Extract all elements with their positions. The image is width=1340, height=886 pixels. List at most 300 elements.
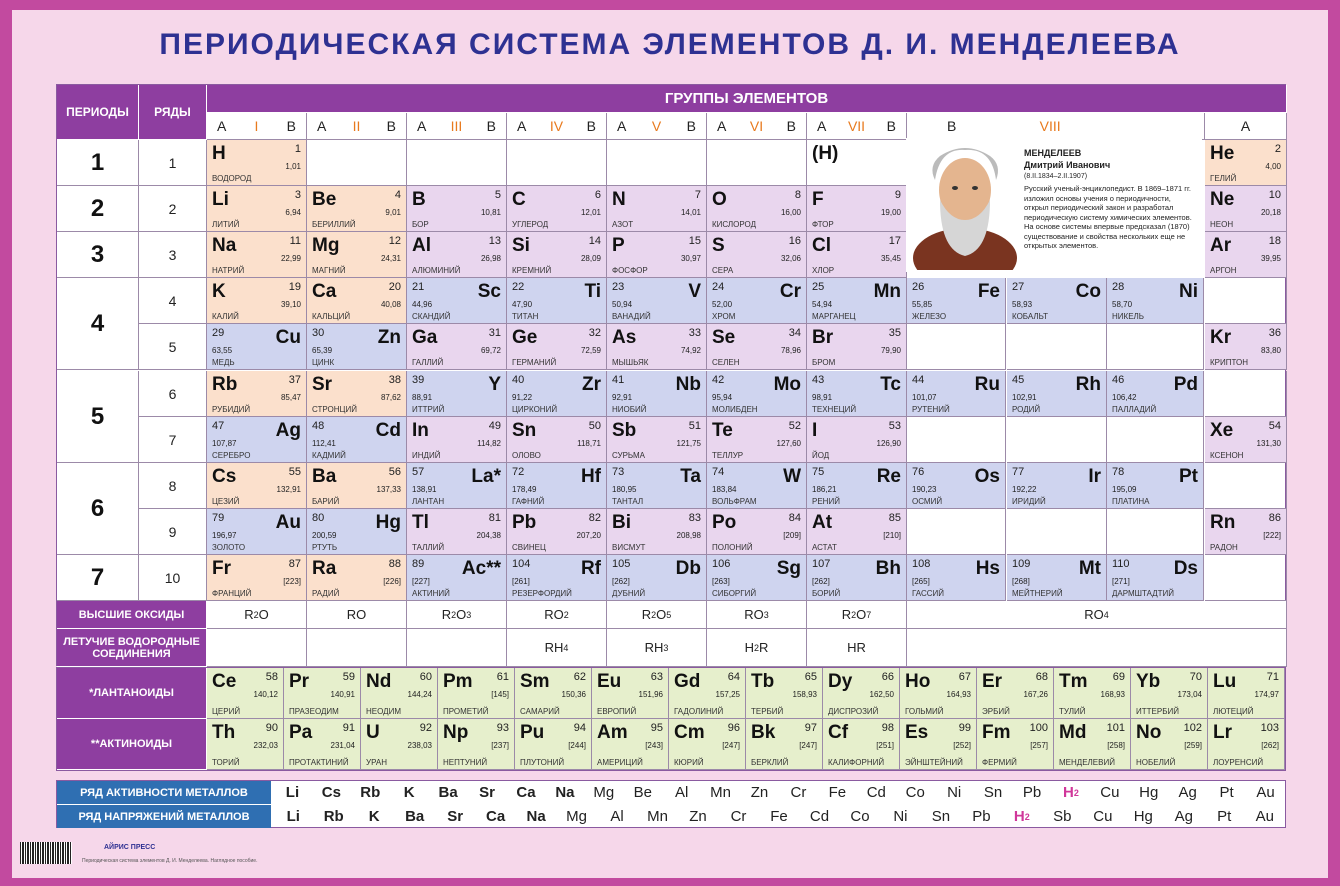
- atomic-mass: 196,97: [212, 531, 237, 540]
- atomic-mass: [237]: [491, 741, 509, 750]
- element-symbol: Mo: [773, 374, 801, 395]
- empty-cell: [707, 140, 807, 186]
- period-5: 5: [57, 371, 139, 463]
- element-Am: [592, 719, 669, 770]
- element-Pu: [515, 719, 592, 770]
- atomic-mass: 4,00: [1265, 162, 1281, 171]
- series-metal: Al: [675, 784, 689, 801]
- element-symbol: Cf: [828, 722, 849, 743]
- element-Ni: [1107, 278, 1204, 324]
- element-Rh: [1007, 371, 1107, 417]
- element-name: КАДМИЙ: [312, 451, 346, 460]
- element-Li: [207, 186, 307, 232]
- group-header-5: [607, 113, 707, 140]
- series-metal: Cd: [809, 808, 830, 825]
- element-name: БОР: [412, 220, 429, 229]
- subgroup-a-label: A: [717, 118, 727, 134]
- element-Xe: [1205, 417, 1287, 463]
- atomic-number: 67: [958, 671, 971, 683]
- atomic-mass: 32,06: [780, 254, 801, 263]
- atomic-number: 9: [894, 189, 901, 201]
- atomic-mass: 101,07: [912, 393, 937, 402]
- element-Tb: [746, 668, 823, 719]
- element-symbol: B: [412, 189, 426, 210]
- row-6: 6: [139, 371, 207, 417]
- element-At: [807, 509, 907, 555]
- element-symbol: Cs: [212, 466, 237, 487]
- element-name: ГЕРМАНИЙ: [512, 358, 557, 367]
- atomic-mass: 87,62: [380, 393, 401, 402]
- footer: [20, 842, 1320, 872]
- series-metal: Cu: [1100, 784, 1120, 801]
- element-name: ПОЛОНИЙ: [712, 543, 753, 552]
- group-roman-label: III: [450, 118, 463, 134]
- atomic-mass: 102,91: [1012, 393, 1037, 402]
- element-name: УРАН: [366, 758, 387, 767]
- element-name: ЛАНТАН: [412, 497, 445, 506]
- element-name: ХРОМ: [712, 312, 736, 321]
- element-symbol: Ru: [974, 374, 1000, 395]
- element-Mg: [307, 232, 407, 278]
- element-name: ГАДОЛИНИЙ: [674, 707, 724, 716]
- element-Mt: [1007, 555, 1107, 601]
- element-Re: [807, 463, 907, 509]
- series-metal: Hg: [1133, 808, 1153, 825]
- element-Ce: [207, 668, 284, 719]
- atomic-mass: [244]: [568, 741, 586, 750]
- element-symbol: Tl: [412, 512, 429, 533]
- element-C: [507, 186, 607, 232]
- element-Fr: [207, 555, 307, 601]
- element-name: ПРОМЕТИЙ: [443, 707, 489, 716]
- element-Pt: [1107, 463, 1204, 509]
- element-Db: [607, 555, 707, 601]
- element-symbol: V: [688, 281, 701, 302]
- element-symbol: Xe: [1210, 420, 1234, 441]
- element-symbol: Hf: [580, 466, 601, 487]
- row-9: 9: [139, 509, 207, 555]
- portrait-name: МЕНДЕЛЕЕВ: [1024, 148, 1082, 158]
- element-name: НЕОДИМ: [366, 707, 401, 716]
- atomic-number: 57: [412, 466, 425, 478]
- atomic-number: 77: [1012, 466, 1025, 478]
- series-metal: K: [403, 784, 415, 801]
- atomic-mass: 47,90: [512, 300, 533, 309]
- series-metal: Ca: [516, 784, 536, 801]
- element-Po: [707, 509, 807, 555]
- element-Gd: [669, 668, 746, 719]
- atomic-mass: 231,04: [330, 741, 355, 750]
- atomic-mass: [247]: [799, 741, 817, 750]
- element-symbol: Al: [412, 235, 431, 256]
- element-In: [407, 417, 507, 463]
- atomic-number: 11: [289, 235, 301, 247]
- atomic-mass: 40,08: [380, 300, 401, 309]
- atomic-number: 45: [1012, 374, 1025, 386]
- element-name: ПЛАТИНА: [1112, 497, 1150, 506]
- element-Ne: [1205, 186, 1287, 232]
- atomic-mass: [261]: [512, 577, 530, 586]
- element-Hs: [907, 555, 1006, 601]
- atomic-mass: 178,49: [512, 485, 537, 494]
- element-S: [707, 232, 807, 278]
- element-symbol: Ho: [905, 671, 931, 692]
- hydride-formula: HR: [807, 629, 907, 667]
- element-symbol: Si: [512, 235, 530, 256]
- element-symbol: I: [812, 420, 818, 441]
- publisher-logo: АЙРИС ПРЕСС: [104, 844, 156, 851]
- subgroup-b-label: B: [686, 118, 696, 134]
- series-metal: Cs: [321, 784, 341, 801]
- element-Sr: [307, 371, 407, 417]
- element-name: ЕВРОПИЙ: [597, 707, 637, 716]
- atomic-number: 54: [1268, 420, 1281, 432]
- atomic-number: 58: [265, 671, 278, 683]
- atomic-mass: 22,99: [280, 254, 301, 263]
- element-name: АЛЮМИНИЙ: [412, 266, 461, 275]
- element-Hg: [307, 509, 407, 555]
- metal-series: [56, 780, 1286, 828]
- element-name: ИРИДИЙ: [1012, 497, 1046, 506]
- atomic-number: 100: [1029, 722, 1048, 734]
- atomic-number: 102: [1183, 722, 1202, 734]
- element-Ho: [900, 668, 977, 719]
- atomic-number: 68: [1035, 671, 1048, 683]
- element-Cu: [207, 324, 307, 370]
- atomic-number: 55: [288, 466, 301, 478]
- element-Al: [407, 232, 507, 278]
- element-Sg: [707, 555, 807, 601]
- group-roman-label: IV: [549, 118, 564, 134]
- element-name: СКАНДИЙ: [412, 312, 451, 321]
- element-Yb: [1131, 668, 1208, 719]
- atomic-number: 31: [488, 327, 501, 339]
- element-symbol: U: [366, 722, 380, 743]
- element-symbol: Ce: [212, 671, 237, 692]
- atomic-number: 39: [412, 374, 425, 386]
- subgroup-a-label: A: [417, 118, 427, 134]
- atomic-number: 18: [1268, 235, 1281, 247]
- element-symbol: Ba: [312, 466, 337, 487]
- element-Ti: [507, 278, 607, 324]
- element-Ru: [907, 371, 1006, 417]
- element-symbol: Nb: [675, 374, 701, 395]
- series-metal: Pb: [1022, 784, 1042, 801]
- atomic-number: 28: [1112, 281, 1125, 293]
- element-name: ИТТРИЙ: [412, 405, 445, 414]
- atomic-number: 107: [812, 558, 831, 570]
- atomic-number: 33: [688, 327, 701, 339]
- atomic-number: 99: [958, 722, 971, 734]
- element-name: ПРАЗЕОДИМ: [289, 707, 339, 716]
- element-Pb: [507, 509, 607, 555]
- rows-header: РЯДЫ: [139, 85, 207, 140]
- atomic-number: 40: [512, 374, 525, 386]
- atomic-mass: 16,00: [780, 208, 801, 217]
- empty-cell: [907, 324, 1006, 370]
- element-name: КРЕМНИЙ: [512, 266, 552, 275]
- atomic-number: 82: [588, 512, 601, 524]
- element-I: [807, 417, 907, 463]
- atomic-number: 61: [496, 671, 509, 683]
- element-Cs: [207, 463, 307, 509]
- oxides-label: ВЫСШИЕ ОКСИДЫ: [57, 601, 207, 629]
- atomic-number: 4: [394, 189, 401, 201]
- atomic-mass: 10,81: [480, 208, 501, 217]
- atomic-mass: [262]: [612, 577, 630, 586]
- atomic-number: 110: [1112, 558, 1130, 570]
- atomic-mass: [227]: [412, 577, 430, 586]
- atomic-number: 19: [288, 281, 301, 293]
- element-name: МЕНДЕЛЕВИЙ: [1059, 758, 1115, 767]
- atomic-number: 22: [512, 281, 525, 293]
- atomic-number: 3: [294, 189, 301, 201]
- element-name: АСТАТ: [812, 543, 837, 552]
- atomic-mass: 151,96: [638, 690, 663, 699]
- series-metal: Sr: [447, 808, 464, 825]
- element-name: РЕНИЙ: [812, 497, 840, 506]
- series-metal: Ni: [947, 784, 962, 801]
- oxide-formula: RO 3: [707, 601, 807, 629]
- element-name: ТИТАН: [512, 312, 539, 321]
- element-symbol: Mn: [873, 281, 901, 302]
- atomic-number: 38: [388, 374, 401, 386]
- element-Ta: [607, 463, 707, 509]
- atomic-number: 94: [573, 722, 586, 734]
- element-symbol: Fe: [977, 281, 1000, 302]
- atomic-number: 96: [727, 722, 740, 734]
- atomic-number: 24: [712, 281, 725, 293]
- element-name: УГЛЕРОД: [512, 220, 549, 229]
- atomic-number: 1: [294, 143, 301, 155]
- element-Nd: [361, 668, 438, 719]
- element-He: [1205, 140, 1287, 186]
- series-metal: Na: [526, 808, 546, 825]
- element-name: ЦИНК: [312, 358, 335, 367]
- element-symbol: Lu: [1213, 671, 1237, 692]
- subgroup-b-label: B: [586, 118, 596, 134]
- oxide-formula: R 2 O 7: [807, 601, 907, 629]
- atomic-number: 25: [812, 281, 825, 293]
- atomic-mass: 112,41: [312, 439, 336, 448]
- empty-cell: [407, 140, 507, 186]
- element-Nb: [607, 371, 707, 417]
- element-symbol: Pt: [1179, 466, 1198, 487]
- portrait-dates: (8.II.1834–2.II.1907): [1024, 173, 1088, 180]
- atomic-number: 8: [794, 189, 801, 201]
- element-Be: [307, 186, 407, 232]
- atomic-mass: 140,91: [330, 690, 355, 699]
- element-name: БРОМ: [812, 358, 836, 367]
- hydride-formula: H 2 R: [707, 629, 807, 667]
- element-Pm: [438, 668, 515, 719]
- element-symbol: Sm: [520, 671, 550, 692]
- element-symbol: Ar: [1210, 235, 1232, 256]
- element-name: РУБИДИЙ: [212, 405, 251, 414]
- series-metal: Sb: [1053, 808, 1072, 825]
- atomic-number: 89: [412, 558, 425, 570]
- element-symbol: Bk: [751, 722, 776, 743]
- period-2: 2: [57, 186, 139, 232]
- element-symbol: Ta: [680, 466, 701, 487]
- barcode: [20, 842, 72, 864]
- element-name: ФЕРМИЙ: [982, 758, 1017, 767]
- atomic-mass: 114,82: [477, 439, 501, 448]
- element-symbol: Er: [982, 671, 1003, 692]
- element-name: ФОСФОР: [612, 266, 648, 275]
- element-name: НИКЕЛЬ: [1112, 312, 1145, 321]
- element-Mo: [707, 371, 807, 417]
- element-Dy: [823, 668, 900, 719]
- row-4: 4: [139, 278, 207, 324]
- element-symbol: Np: [443, 722, 469, 743]
- atomic-mass: 207,20: [576, 531, 601, 540]
- atomic-mass: 39,95: [1260, 254, 1281, 263]
- atomic-number: 109: [1012, 558, 1031, 570]
- element-symbol: Dy: [828, 671, 853, 692]
- element-symbol: As: [612, 327, 637, 348]
- element-No: [1131, 719, 1208, 770]
- atomic-number: 23: [612, 281, 625, 293]
- element-symbol: Hs: [975, 558, 1000, 579]
- atomic-mass: [258]: [1107, 741, 1125, 750]
- series-metal: Fe: [770, 808, 788, 825]
- element-name: ОЛОВО: [512, 451, 541, 460]
- subgroup-a-label: A: [617, 118, 627, 134]
- series-metal: Zn: [689, 808, 707, 825]
- element-symbol: Na: [212, 235, 237, 256]
- atomic-mass: 118,71: [577, 439, 601, 448]
- row-5: 5: [139, 324, 207, 370]
- group-roman-label: II: [352, 118, 361, 134]
- element-name: СВИНЕЦ: [512, 543, 546, 552]
- group-header-3: [407, 113, 507, 140]
- element-symbol: Eu: [597, 671, 622, 692]
- group-roman-label: VII: [847, 118, 866, 134]
- hydride-formula: RH 4: [507, 629, 607, 667]
- element-symbol: Yb: [1136, 671, 1161, 692]
- atomic-mass: 158,93: [792, 690, 817, 699]
- atomic-mass: [271]: [1112, 577, 1130, 586]
- element-name: БЕРИЛЛИЙ: [312, 220, 356, 229]
- element-Cr: [707, 278, 807, 324]
- row-1: 1: [139, 140, 207, 186]
- group-header-4: [507, 113, 607, 140]
- element-name: БЕРКЛИЙ: [751, 758, 789, 767]
- series-metal: Sr: [479, 784, 495, 801]
- element-symbol: Am: [597, 722, 628, 743]
- element-Zr: [507, 371, 607, 417]
- atomic-number: 10: [1268, 189, 1281, 201]
- series-metal: Rb: [323, 808, 344, 825]
- series-metal: Be: [633, 784, 652, 801]
- atomic-mass: 107,87: [212, 439, 237, 448]
- element-Y: [407, 371, 507, 417]
- element-Fm: [977, 719, 1054, 770]
- atomic-mass: 39,10: [280, 300, 301, 309]
- atomic-mass: 168,93: [1100, 690, 1125, 699]
- atomic-mass: 137,33: [376, 485, 401, 494]
- atomic-mass: [268]: [1012, 577, 1030, 586]
- element-Os: [907, 463, 1006, 509]
- element-symbol: Es: [905, 722, 929, 743]
- atomic-number: 64: [727, 671, 740, 683]
- element-symbol: Au: [275, 512, 301, 533]
- element-U: [361, 719, 438, 770]
- element-symbol: Rf: [580, 558, 601, 579]
- element-symbol: Fm: [982, 722, 1011, 743]
- element-name: ВОЛЬФРАМ: [712, 497, 757, 506]
- atomic-number: 26: [912, 281, 925, 293]
- element-Rb: [207, 371, 307, 417]
- element-Np: [438, 719, 515, 770]
- element-N: [607, 186, 707, 232]
- series-metal: Mn: [710, 784, 732, 801]
- series-metal: Li: [285, 784, 300, 801]
- element-Md: [1054, 719, 1131, 770]
- atomic-number: 36: [1268, 327, 1281, 339]
- row-8: 8: [139, 463, 207, 509]
- element-symbol: Hg: [375, 512, 401, 533]
- element-symbol: Bh: [875, 558, 901, 579]
- group-roman-label: I: [254, 118, 259, 134]
- empty-cell: [1205, 555, 1287, 601]
- series-metal: Ba: [405, 808, 425, 825]
- group-roman-label: V: [651, 118, 662, 134]
- group-roman-label: VI: [749, 118, 764, 134]
- element-name: ВАНАДИЙ: [612, 312, 651, 321]
- element-symbol: Tc: [880, 374, 901, 395]
- hydrogen-group7-cell: [807, 140, 907, 186]
- atomic-mass: [210]: [883, 531, 901, 540]
- element-name: ТЕРБИЙ: [751, 707, 784, 716]
- element-name: РОДИЙ: [1012, 405, 1041, 414]
- element-symbol: P: [612, 235, 625, 256]
- element-Br: [807, 324, 907, 370]
- element-symbol: Sb: [612, 420, 637, 441]
- atomic-mass: 138,91: [412, 485, 437, 494]
- series-metal: Na: [555, 784, 575, 801]
- oxide-formula: RO 2: [507, 601, 607, 629]
- element-symbol: Ir: [1088, 466, 1101, 487]
- empty-cell: [1107, 324, 1204, 370]
- element-symbol: No: [1136, 722, 1162, 743]
- element-Eu: [592, 668, 669, 719]
- element-Cm: [669, 719, 746, 770]
- element-name: ЖЕЛЕЗО: [912, 312, 947, 321]
- atomic-number: 51: [688, 420, 701, 432]
- atomic-number: 106: [712, 558, 731, 570]
- element-name: СТРОНЦИЙ: [312, 405, 357, 414]
- element-Th: [207, 719, 284, 770]
- atomic-mass: 127,60: [776, 439, 801, 448]
- element-symbol: Pm: [443, 671, 473, 692]
- element-name: РУТЕНИЙ: [912, 405, 950, 414]
- group-header-7: [807, 113, 907, 140]
- element-Bh: [807, 555, 907, 601]
- element-Rf: [507, 555, 607, 601]
- atomic-number: 84: [788, 512, 801, 524]
- atomic-number: 7: [694, 189, 701, 201]
- element-name: СИБОРГИЙ: [712, 589, 757, 598]
- atomic-number: 97: [804, 722, 817, 734]
- subgroup-b-label: B: [286, 118, 296, 134]
- atomic-number: 37: [288, 374, 301, 386]
- atomic-mass: 78,96: [780, 346, 801, 355]
- series-metal: Ba: [438, 784, 458, 801]
- series-metal: Mg: [593, 784, 615, 801]
- element-W: [707, 463, 807, 509]
